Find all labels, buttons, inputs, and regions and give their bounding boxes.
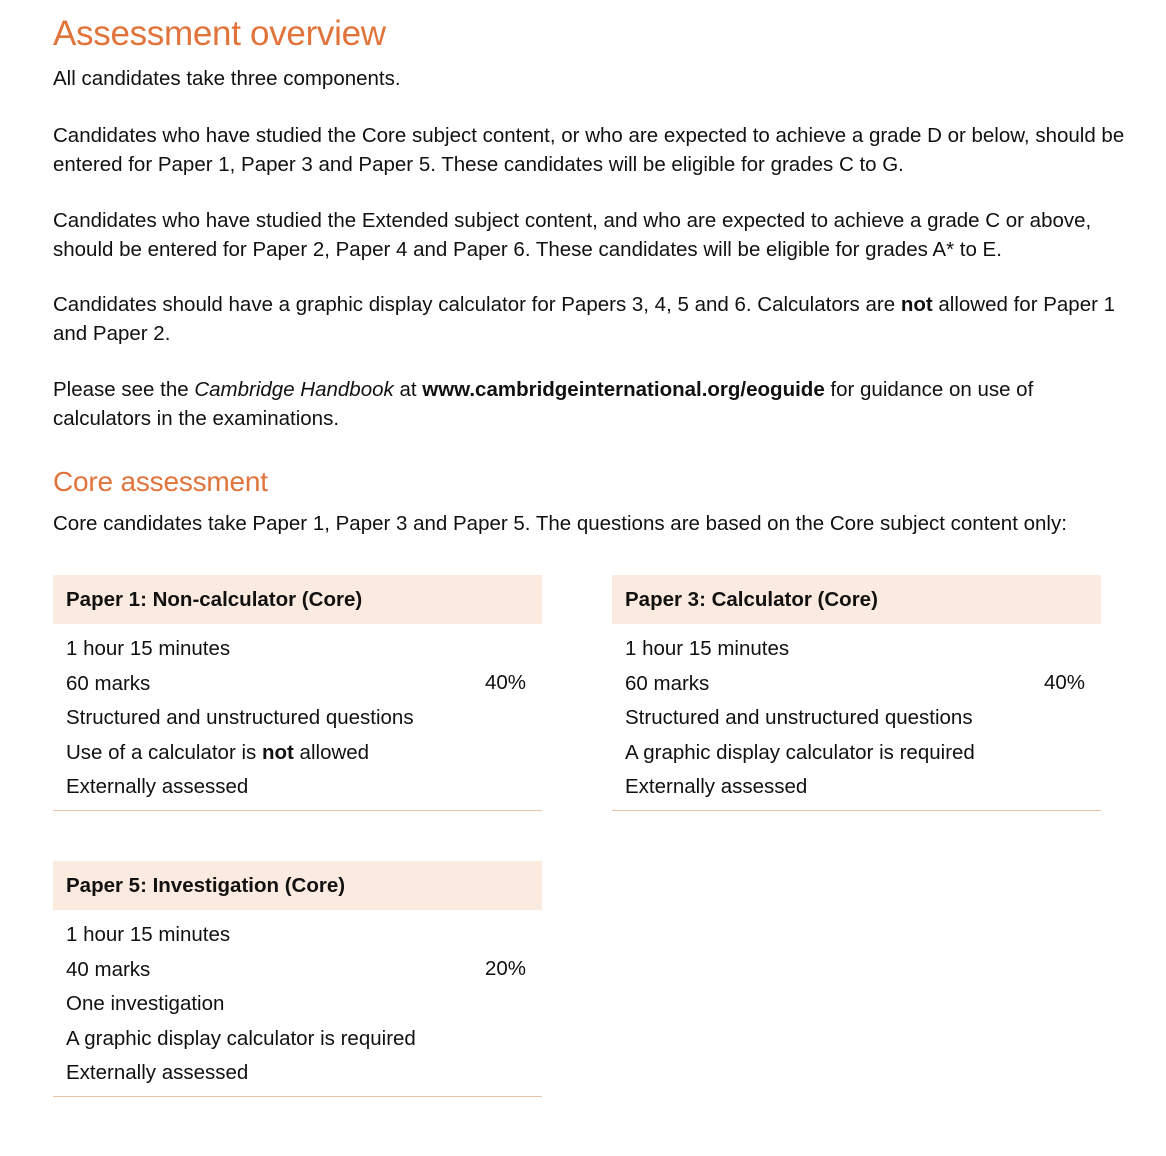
paper-3-marks: 60 marks: [625, 671, 710, 695]
paper-1-box: [53, 575, 542, 811]
overview-paragraph-3: Candidates who have studied the Extended subject content, and who are expected to achieve a grade C or above, should be entered for Paper 2, Paper 4 and Paper 6. These candidates will be eligible for grades A* to E.: [53, 209, 1092, 261]
overview-paragraph-2: Candidates who have studied the Core subject content, or who are expected to achieve a grade D or below, should be entered for Paper 1, Paper 3 and Paper 5. These candidates will be eligible for grades C to G.: [53, 124, 1125, 176]
paper-3-question-type: Structured and unstructured questions: [625, 706, 973, 729]
paper-3-title: Paper 3: Calculator (Core): [612, 575, 1101, 624]
paper-3-assessed: Externally assessed: [625, 775, 808, 798]
paper-5-details: [53, 910, 542, 1097]
paper-3-duration: 1 hour 15 minutes: [625, 637, 790, 660]
paper-5-question-type: One investigation: [66, 992, 225, 1015]
overview-paragraph-4: [53, 291, 1128, 348]
paper-5-duration: 1 hour 15 minutes: [66, 923, 231, 946]
paper-3-box: [612, 575, 1101, 811]
paper-5-box: [53, 861, 542, 1097]
core-intro-paragraph: Core candidates take Paper 1, Paper 3 and Paper 5. The questions are based on the Core subject content only:: [53, 512, 1067, 535]
p4-text-before: Candidates should have a graphic display calculator for Papers 3, 4, 5 and 6. Calculators are: [53, 293, 901, 316]
paper-1-calc-before: Use of a calculator is: [66, 740, 262, 764]
paper-5-marks: 40 marks: [66, 957, 151, 981]
paper-1-calc-after: allowed: [293, 740, 370, 764]
paper-3-details: [612, 624, 1101, 811]
paper-3-weight: 40%: [1043, 671, 1085, 694]
p5-text-middle: at: [393, 378, 423, 401]
p5-text-before: Please see the: [53, 378, 195, 401]
paper-1-calculator-rule: [66, 736, 542, 771]
p4-text-after: allowed for Paper 1 and Paper 2.: [53, 293, 1116, 345]
overview-paragraph-1: All candidates take three components.: [53, 67, 401, 90]
p5-text-after: for guidance on use of calculators in the examinations.: [53, 378, 1034, 430]
overview-paragraph-5: [53, 376, 1128, 433]
paper-5-assessed: Externally assessed: [66, 1061, 249, 1084]
p4-text-bold: not: [900, 293, 933, 316]
handbook-title: Cambridge Handbook: [194, 378, 394, 401]
paper-1-marks: 60 marks: [66, 671, 151, 695]
paper-3-calculator-rule: A graphic display calculator is required: [625, 740, 975, 764]
core-assessment-heading: Core assessment: [53, 466, 268, 497]
paper-1-duration: 1 hour 15 minutes: [66, 637, 231, 660]
paper-1-weight: 40%: [484, 671, 526, 694]
paper-1-question-type: Structured and unstructured questions: [66, 706, 414, 729]
eoguide-url: www.cambridgeinternational.org/eoguide: [422, 378, 825, 401]
paper-1-title: Paper 1: Non-calculator (Core): [53, 575, 542, 624]
paper-1-calc-bold: not: [261, 740, 294, 764]
paper-5-title: Paper 5: Investigation (Core): [53, 861, 542, 910]
paper-1-assessed: Externally assessed: [66, 775, 249, 798]
paper-5-calculator-rule: A graphic display calculator is required: [66, 1026, 416, 1050]
paper-1-details: [53, 624, 542, 811]
assessment-overview-heading: Assessment overview: [53, 14, 386, 53]
paper-5-weight: 20%: [484, 957, 526, 980]
